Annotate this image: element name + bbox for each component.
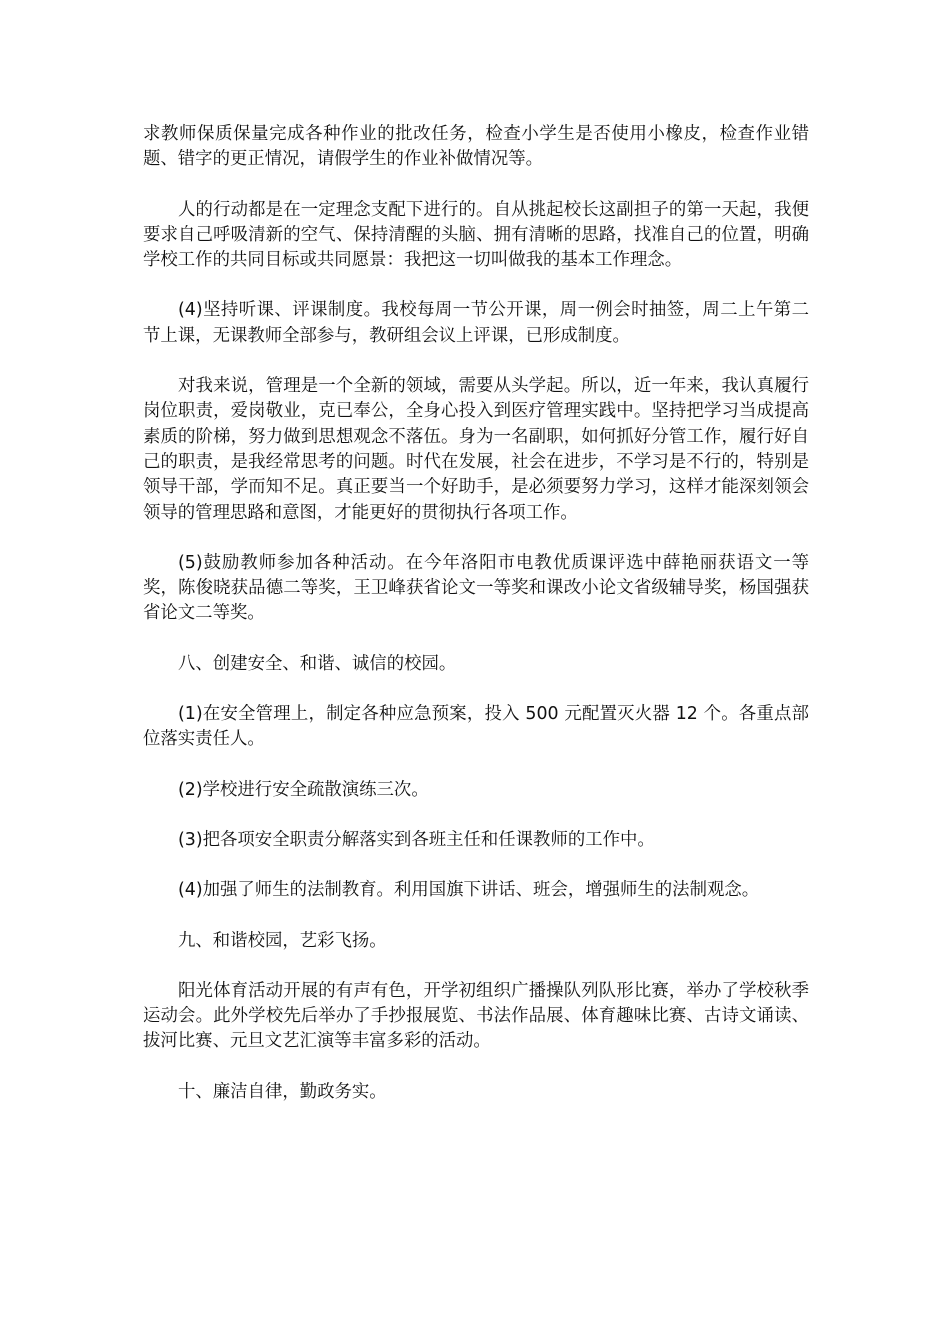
heading-integrity: 十、廉洁自律，勤政务实。 [178, 1081, 387, 1102]
paragraph-management-learning: 对我来说，管理是一个全新的领域，需要从头学起。所以，近一年来，我认真履行岗位职责，爱岗敬业，克已奉公，全身心投入到医疗管理实践中。坚持把学习当成提高素质的阶梯，努力做到思想观念不落伍。身为一名副职，如何抓好分管工作，履行好自己的职责，是我经常思考的问题。时代在发展，社会在进步，不学习是不行的，特别是领导干部，学而知不足。真正要当一个好助手，是必须要努力学习，这样才能深刻领会领导的管理思路和意图，才能更好的贯彻执行各项工作。 [143, 376, 809, 523]
paragraph-homework-check: 求教师保质保量完成各种作业的批改任务，检查小学生是否使用小橡皮，检查作业错题、错字的更正情况，请假学生的作业补做情况等。 [143, 124, 809, 170]
heading-safe-campus: 八、创建安全、和谐、诚信的校园。 [178, 653, 457, 674]
paragraph-teacher-activities: (5)鼓励教师参加各种活动。在今年洛阳市电教优质课评选中薛艳丽获语文一等奖，陈俊晓获品德二等奖，王卫峰获省论文一等奖和课改小论文省级辅导奖，杨国强获省论文二等奖。 [143, 552, 809, 624]
paragraph-sports-activities: 阳光体育活动开展的有声有色，开学初组织广播操队列队形比赛，举办了学校秋季运动会。此外学校先后举办了手抄报展览、书法作品展、体育趣味比赛、古诗文诵读、拔河比赛、元旦文艺汇演等丰富多彩的活动。 [143, 980, 809, 1052]
document-body [143, 122, 809, 1130]
paragraph-safety-management: (1)在安全管理上，制定各种应急预案，投入 500 元配置灭火器 12 个。各重点部位落实责任人。 [143, 704, 809, 750]
paragraph-lesson-observation: (4)坚持听课、评课制度。我校每周一节公开课，周一例会时抽签，周二上午第二节上课，无课教师全部参与，教研组会议上评课，已形成制度。 [143, 300, 809, 346]
paragraph-work-philosophy: 人的行动都是在一定理念支配下进行的。自从挑起校长这副担子的第一天起，我便要求自己呼吸清新的空气、保持清醒的头脑、拥有清晰的思路，找准自己的位置，明确学校工作的共同目标或共同愿景：我把这一切叫做我的基本工作理念。 [143, 199, 809, 271]
paragraph-legal-education: (4)加强了师生的法制教育。利用国旗下讲话、班会，增强师生的法制观念。 [178, 880, 760, 901]
paragraph-safety-duties: (3)把各项安全职责分解落实到各班主任和任课教师的工作中。 [178, 829, 655, 850]
paragraph-evacuation-drill: (2)学校进行安全疏散演练三次。 [178, 779, 429, 800]
heading-harmonious-campus: 九、和谐校园，艺彩飞扬。 [178, 930, 387, 951]
